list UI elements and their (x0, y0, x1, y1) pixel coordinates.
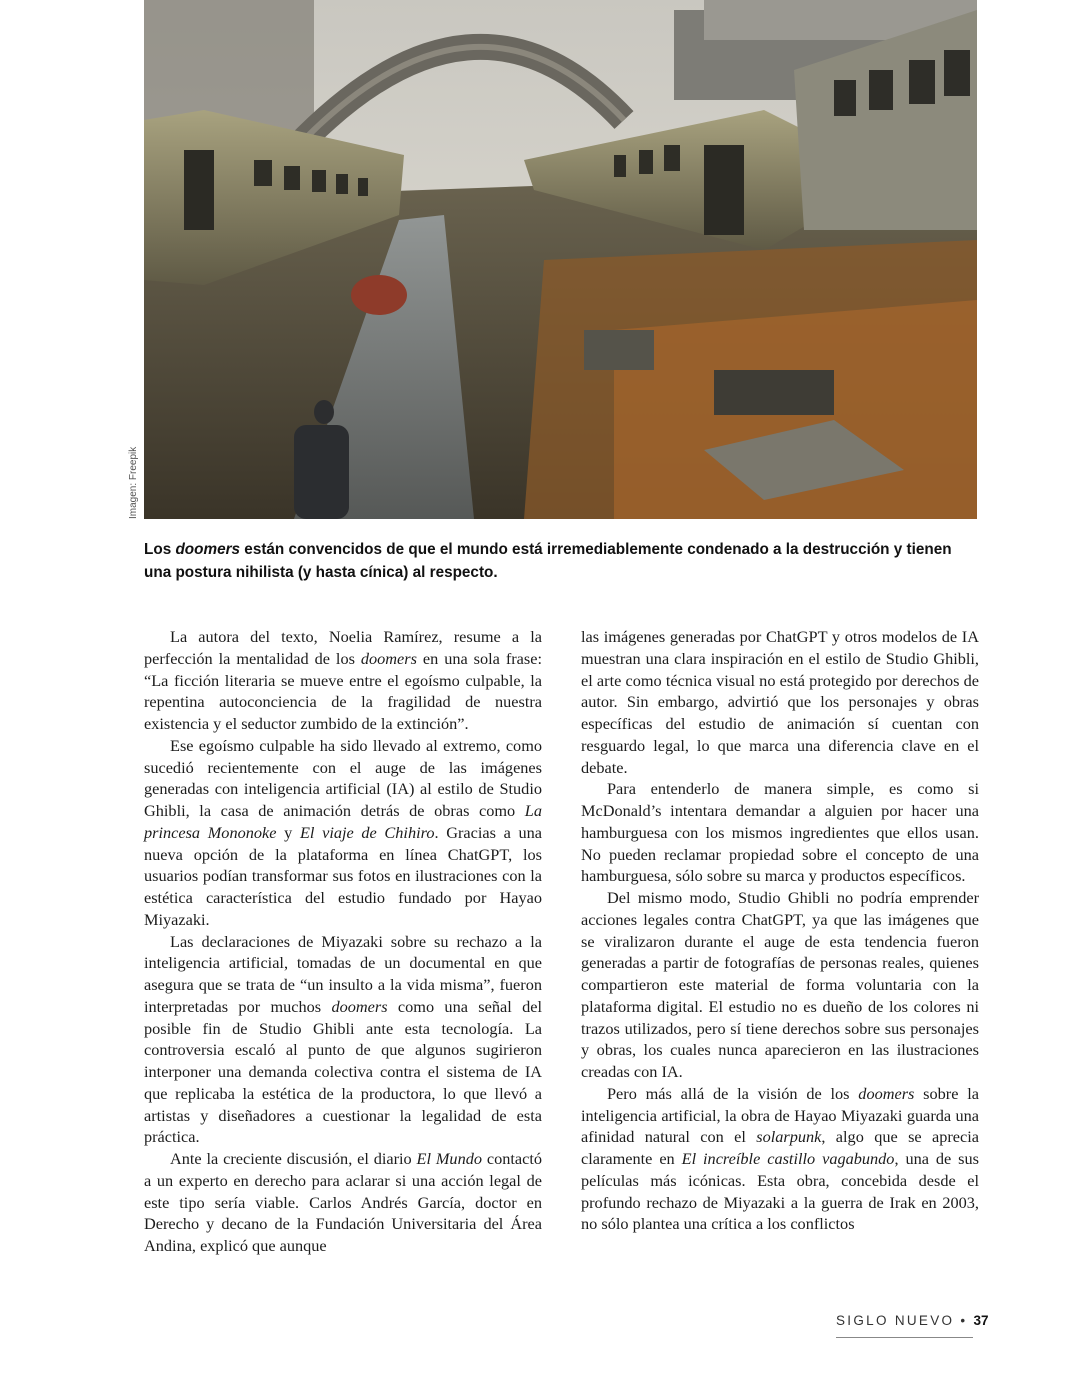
magazine-name: SIGLO NUEVO (836, 1313, 955, 1328)
footer-separator: • (954, 1313, 974, 1328)
paragraph: las imágenes generadas por ChatGPT y otros modelos de IA muestran una clara inspiración en el estilo de Studio Ghibli, el arte como técnica visual no está protegido por derechos de autor. Sin embargo, advirtió que los personajes y obras específicas del estudio de animación sí cuentan con resguardo legal, lo que marca una diferencia clave en el debate. (581, 627, 979, 777)
paragraph: Pero más allá de la visión de los doomers sobre la inteligencia artificial, la obra de Hayao Miyazaki guarda una afinidad natural con el solarpunk, algo que se aprecia claramente en El increíble castillo vagabundo, una de sus películas más icónicas. Esta obra, concebida desde el profundo rechazo de Miyazaki a la guerra de Irak en 2003, no sólo plantea una crítica a los conflictos (581, 1083, 979, 1234)
footer-rule (836, 1337, 973, 1338)
paragraph: Para entenderlo de manera simple, es como si McDonald’s intentara demandar a alguien por hacer una hamburguesa con los mismos ingredientes que ellos usan. No pueden reclamar propiedad sobre el concepto de una hamburguesa, sólo sobre su marca y productos específicos. (581, 779, 979, 886)
page-number: 37 (973, 1313, 989, 1328)
abandoned-trains-illustration (144, 0, 977, 519)
caption-text: Los (144, 541, 176, 558)
paragraph: Ante la creciente discusión, el diario El Mundo contactó a un experto en derecho para aclarar si una acción legal de este tipo sería viable. Carlos Andrés García, doctor en Derecho y decano de la Fundación Universitaria del Área Andina, explicó que aunque (144, 1149, 542, 1255)
article-column-right (581, 626, 979, 1235)
caption-text: están convencidos de que el mundo está irremediablemente condenado a la destrucción y tienen una postura nihilista (y hasta cínica) al respecto. (144, 541, 952, 581)
paragraph: La autora del texto, Noelia Ramírez, resume a la perfección la mentalidad de los doomers en una sola frase: “La ficción literaria se mueve entre el egoísmo culpable, la repentina autoconciencia de la fragilidad de nuestra existencia y el seductor zumbido de la extinción”. (144, 627, 542, 733)
photo-credit: Imagen: Freepik (128, 446, 139, 519)
paragraph: Del mismo modo, Studio Ghibli no podría emprender acciones legales contra ChatGPT, ya que las imágenes que se viralizaron durante el auge de esta tendencia fueron generadas a partir de fotografías de personas reales, quienes compartieron este material de forma voluntaria con la plataforma digital. El estudio no es dueño de los colores ni trazos utilizados, pero sí tiene derechos sobre sus personajes y obras, los cuales nunca aparecieron en las ilustraciones creadas con IA. (581, 888, 979, 1081)
caption-emphasis: doomers (175, 541, 241, 558)
photo-caption (144, 538, 978, 584)
page-footer (836, 1313, 989, 1328)
hero-photo (144, 0, 977, 519)
paragraph: Las declaraciones de Miyazaki sobre su rechazo a la inteligencia artificial, tomadas de un documental en que asegura que se trata de “un insulto a la vida misma”, fueron interpretadas por muchos doomers como una señal del posible fin de Studio Ghibli ante esta tecnología. La controversia escaló al punto de que algunos sugirieron interponer una demanda colectiva contra el sistema de IA que replicaba la estética de la productora, lo que llevó a artistas y diseñadores a cuestionar la legalidad de esta práctica. (144, 931, 542, 1147)
paragraph: Ese egoísmo culpable ha sido llevado al extremo, como sucedió recientemente con el auge de las imágenes generadas con inteligencia artificial (IA) al estilo de Studio Ghibli, la casa de animación detrás de obras como La princesa Mononoke y El viaje de Chihiro. Gracias a una nueva opción de la plataforma en línea ChatGPT, los usuarios podían transformar sus fotos en ilustraciones con la estética característica del estudio fundado por Hayao Miyazaki. (144, 735, 543, 929)
article-column-left (144, 626, 542, 1257)
